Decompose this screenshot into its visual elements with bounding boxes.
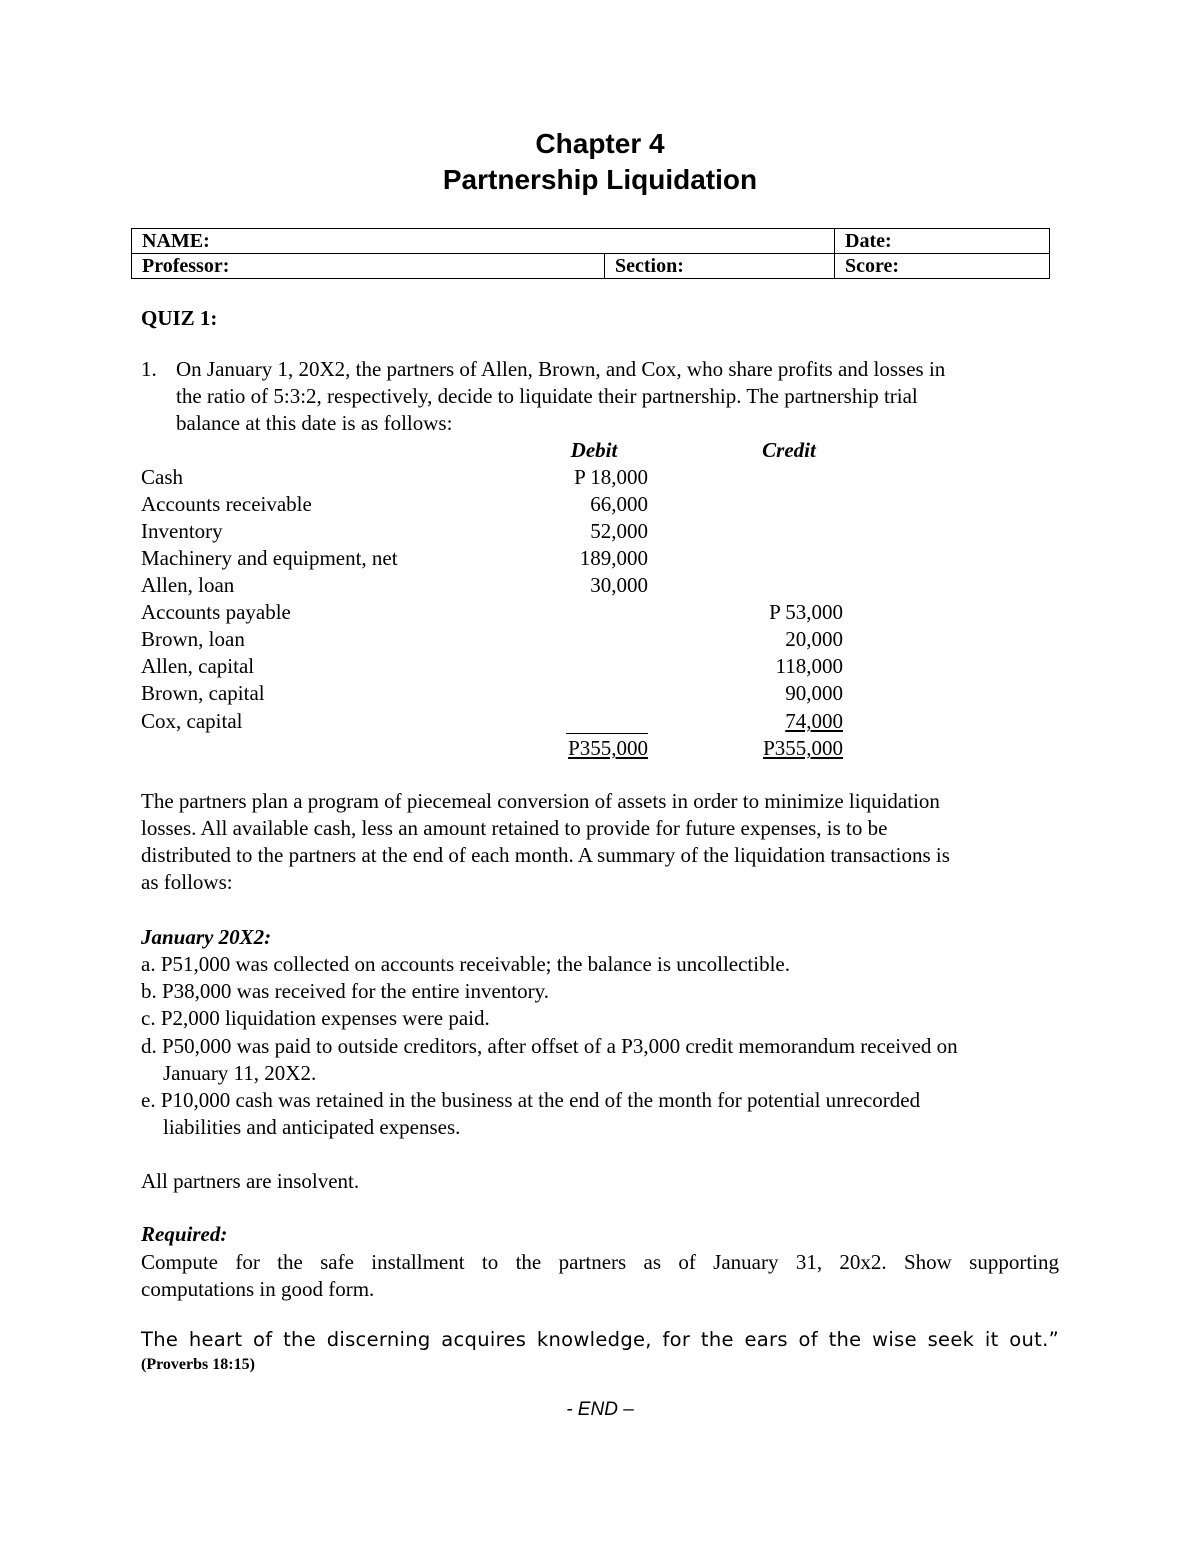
transaction-item: b. P38,000 was received for the entire inventory. [141,979,550,1003]
insolvent-note: All partners are insolvent. [141,1169,360,1193]
tb-row-credit: 118,000 [775,654,843,678]
tb-row-label: Cox, capital [141,709,243,733]
tb-row-credit: 20,000 [785,627,843,651]
tb-row-label: Machinery and equipment, net [141,546,398,570]
quiz-heading: QUIZ 1: [141,306,218,330]
total-debit: P355,000 [568,736,648,760]
chapter-heading: Chapter 4 [535,128,665,159]
score-field[interactable]: Score: [835,254,1050,279]
section-field[interactable]: Section: [605,254,835,279]
tb-row-label: Brown, capital [141,681,265,705]
name-field[interactable]: NAME: [132,229,835,254]
narrative-line: The partners plan a program of piecemeal conversion of assets in order to minimize liquidation [141,789,940,813]
tb-row-label: Inventory [141,519,223,543]
total-debit-cell [540,736,648,761]
question-number: 1. [141,357,157,381]
page-title: Partnership Liquidation [442,164,758,195]
tb-row-debit: 189,000 [579,546,648,570]
question-line: On January 1, 20X2, the partners of Allen, Brown, and Cox, who share profits and losses in [176,357,946,381]
quote-source: (Proverbs 18:15) [141,1356,255,1373]
professor-field[interactable]: Professor: [132,254,605,279]
debit-header: Debit [570,438,618,462]
credit-header: Credit [762,438,816,462]
transaction-item: a. P51,000 was collected on accounts receivable; the balance is uncollectible. [141,952,791,976]
date-field[interactable]: Date: [835,229,1050,254]
required-line: computations in good form. [141,1277,375,1301]
tb-row-label: Accounts payable [141,600,291,624]
tb-row-label: Brown, loan [141,627,245,651]
student-info-table [131,228,1050,279]
question-line: balance at this date is as follows: [176,411,453,435]
transaction-item: d. P50,000 was paid to outside creditors, after offset of a P3,000 credit memorandum received on [141,1034,958,1058]
narrative-line: as follows: [141,870,233,894]
tb-row-credit: P 53,000 [769,600,843,624]
tb-row-debit: P 18,000 [574,465,648,489]
end-marker: - END – [566,1399,634,1420]
tb-row-label: Cash [141,465,183,489]
transaction-item: c. P2,000 liquidation expenses were paid. [141,1006,490,1030]
tb-row-label: Allen, loan [141,573,235,597]
transaction-item: e. P10,000 cash was retained in the business at the end of the month for potential unrecorded [141,1088,921,1112]
debit-rule [566,733,648,734]
bible-quote: The heart of the discerning acquires knowledge, for the ears of the wise seek it out.” [141,1328,1059,1351]
narrative-line: distributed to the partners at the end of each month. A summary of the liquidation transactions is [141,843,950,867]
total-credit: P355,000 [763,736,843,760]
narrative-line: losses. All available cash, less an amount retained to provide for future expenses, is to be [141,816,888,840]
tb-row-credit: 90,000 [785,681,843,705]
tb-row-debit: 66,000 [590,492,648,516]
transaction-item-cont: January 11, 20X2. [163,1061,317,1085]
tb-row-label: Accounts receivable [141,492,312,516]
question-line: the ratio of 5:3:2, respectively, decide to liquidate their partnership. The partnership trial [176,384,918,408]
tb-row-debit: 30,000 [590,573,648,597]
total-credit-cell [735,736,843,761]
required-heading: Required: [141,1222,228,1246]
tb-row-debit: 52,000 [590,519,648,543]
tb-row-credit: 74,000 [785,709,843,733]
january-heading: January 20X2: [141,925,272,949]
tb-row-label: Allen, capital [141,654,255,678]
transaction-item-cont: liabilities and anticipated expenses. [163,1115,461,1139]
required-line: Compute for the safe installment to the partners as of January 31, 20x2. Show supporting [141,1250,1059,1274]
